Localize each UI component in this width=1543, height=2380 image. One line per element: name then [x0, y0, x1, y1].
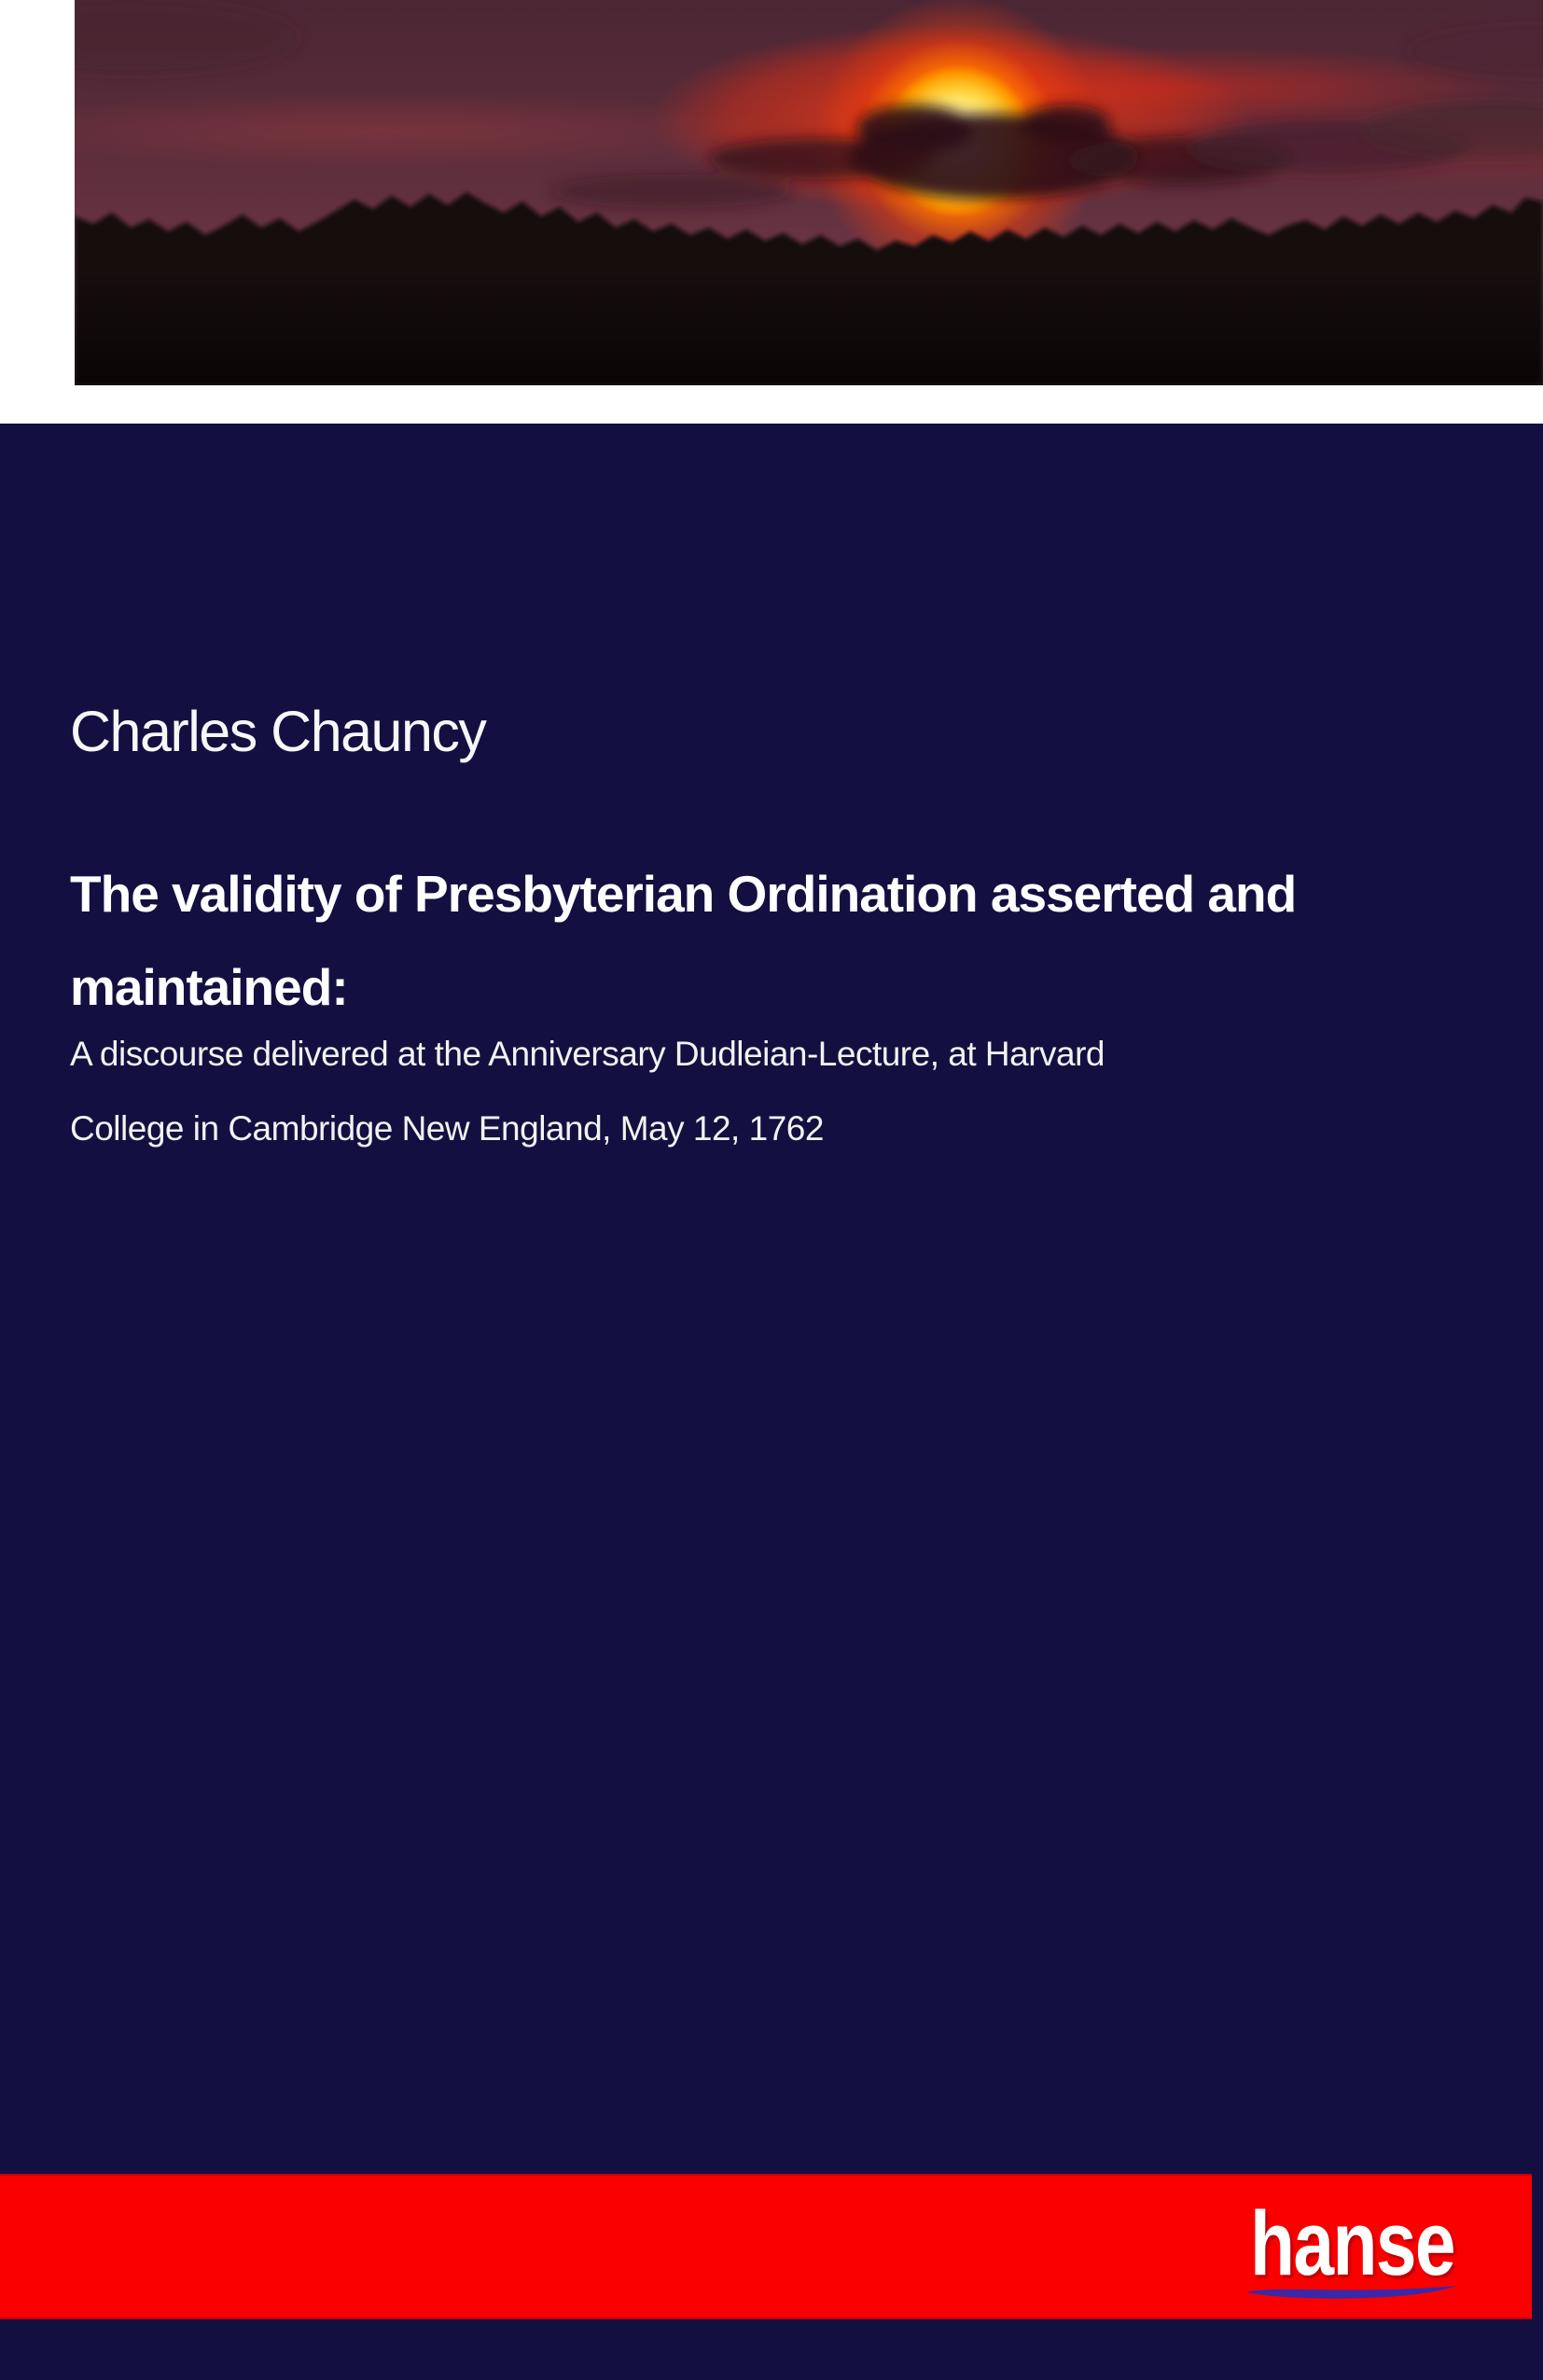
sunset-photo-overlay: [75, 0, 1543, 385]
title-line-1: The validity of Presbyterian Ordination asserted and: [70, 865, 1297, 923]
author-name: Charles Chauncy: [70, 700, 486, 763]
book-title: [70, 847, 1296, 1034]
book-subtitle: [70, 1017, 1105, 1166]
sunset-photo: [75, 0, 1543, 385]
cloud-silhouettes: [75, 0, 1543, 208]
publisher-band: [0, 2174, 1532, 2319]
subtitle-line-1: A discourse delivered at the Anniversary Dudleian-Lecture, at Harvard: [70, 1035, 1105, 1073]
photo-bottom-shade: [75, 271, 1543, 385]
title-line-2: maintained:: [70, 958, 348, 1016]
subtitle-line-2: College in Cambridge New England, May 12, 1762: [70, 1109, 824, 1148]
logo-swoosh-icon: [1241, 2280, 1463, 2304]
publisher-logo-text: hanse: [1250, 2192, 1454, 2294]
